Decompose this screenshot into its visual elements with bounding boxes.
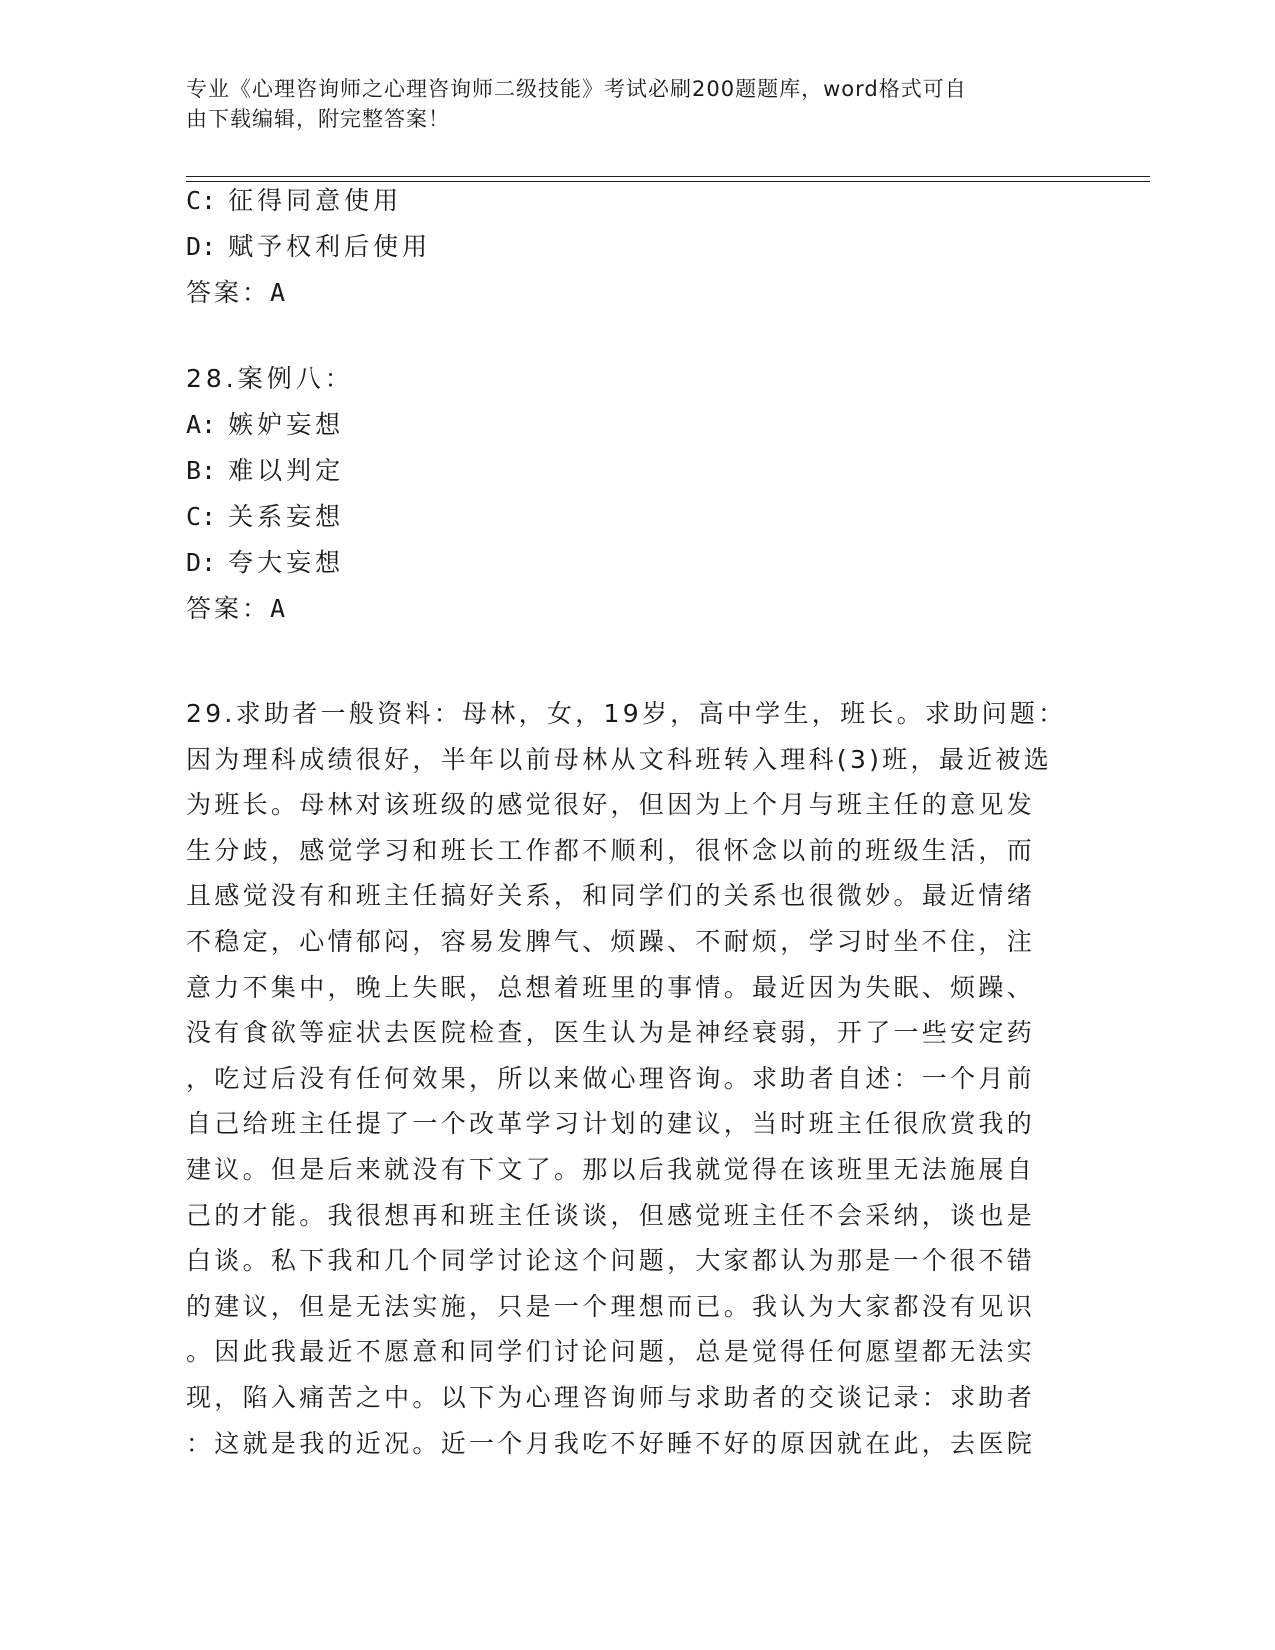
page-header [186, 74, 1066, 134]
paragraph-line: 没有食欲等症状去医院检查，医生认为是神经衰弱，开了一些安定药 [186, 1018, 1036, 1048]
option-c [186, 494, 1086, 540]
header-line-2: 由下载编辑，附完整答案！ [186, 107, 450, 131]
option-text: 难以判定 [228, 456, 345, 485]
option-d [186, 224, 1086, 270]
paragraph-line: 己的才能。我很想再和班主任谈谈，但感觉班主任不会采纳，谈也是 [186, 1200, 1036, 1230]
paragraph-line: 白谈。私下我和几个同学讨论这个问题，大家都认为那是一个很不错 [186, 1246, 1036, 1276]
paragraph-line: 的建议，但是无法实施，只是一个理想而已。我认为大家都没有见识 [186, 1291, 1036, 1321]
paragraph-line: 29.求助者一般资料：母林，女，19岁，高中学生，班长。求助问题： [186, 699, 1067, 728]
answer-value: A [270, 594, 289, 623]
question-28-title: 28.案例八： [186, 364, 354, 393]
option-d [186, 540, 1086, 586]
option-a [186, 402, 1086, 448]
option-text: 夸大妄想 [228, 548, 345, 577]
answer-label: 答案： [186, 278, 271, 307]
paragraph-line: 因为理科成绩很好，半年以前母林从文科班转入理科(3)班，最近被选 [186, 744, 1053, 774]
option-key: C: [186, 186, 217, 215]
question-29 [186, 691, 1096, 1466]
paragraph-line: 且感觉没有和班主任搞好关系，和同学们的关系也很微妙。最近情绪 [186, 881, 1036, 911]
answer-label: 答案： [186, 594, 271, 623]
header-line-1: 专业《心理咨询师之心理咨询师二级技能》考试必刷200题题库，word格式可自 [186, 77, 967, 101]
question-27-tail [186, 178, 1086, 316]
answer-value: A [270, 278, 289, 307]
paragraph-line: ，吃过后没有任何效果，所以来做心理咨询。求助者自述：一个月前 [186, 1063, 1036, 1093]
paragraph-line: 生分歧，感觉学习和班长工作都不顺利，很怀念以前的班级生活，而 [186, 835, 1036, 865]
answer-line [186, 270, 1086, 316]
option-key: D: [186, 548, 217, 577]
paragraph-line: 现，陷入痛苦之中。以下为心理咨询师与求助者的交谈记录：求助者 [186, 1382, 1036, 1412]
option-text: 征得同意使用 [228, 186, 403, 215]
paragraph-line: 自己给班主任提了一个改革学习计划的建议，当时班主任很欣赏我的 [186, 1109, 1036, 1139]
paragraph-line: 意力不集中，晚上失眠，总想着班里的事情。最近因为失眠、烦躁、 [186, 972, 1036, 1002]
option-b [186, 448, 1086, 494]
option-c [186, 178, 1086, 224]
option-text: 嫉妒妄想 [228, 410, 345, 439]
option-key: C: [186, 502, 217, 531]
paragraph-line: ：这就是我的近况。近一个月我吃不好睡不好的原因就在此，去医院 [186, 1428, 1036, 1458]
paragraph-line: 。因此我最近不愿意和同学们讨论问题，总是觉得任何愿望都无法实 [186, 1337, 1036, 1367]
option-text: 关系妄想 [228, 502, 345, 531]
header-divider-top [186, 176, 1150, 177]
option-key: B: [186, 456, 217, 485]
paragraph-line: 不稳定，心情郁闷，容易发脾气、烦躁、不耐烦，学习时坐不住，注 [186, 926, 1036, 956]
option-key: D: [186, 232, 217, 261]
option-text: 赋予权利后使用 [228, 232, 432, 261]
question-28 [186, 356, 1086, 632]
answer-line [186, 586, 1086, 632]
paragraph-line: 为班长。母林对该班级的感觉很好，但因为上个月与班主任的意见发 [186, 790, 1036, 820]
paragraph-line: 建议。但是后来就没有下文了。那以后我就觉得在该班里无法施展自 [186, 1154, 1036, 1184]
option-key: A: [186, 410, 217, 439]
